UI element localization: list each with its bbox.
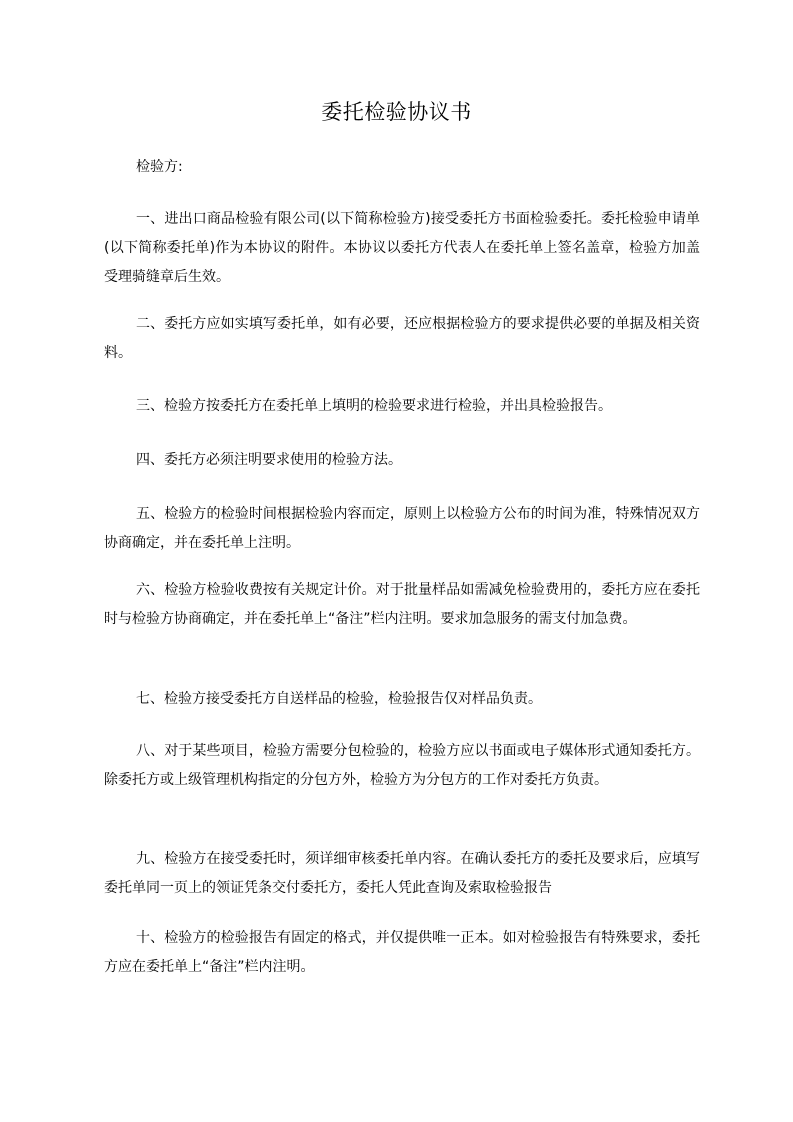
document-title: 委托检验协议书 xyxy=(321,100,472,124)
clause-9: 九、检验方在接受委托时，须详细审核委托单内容。在确认委托方的委托及要求后，应填写委托单同一页上的领证凭条交付委托方，委托人凭此查询及索取检验报告 xyxy=(104,851,700,896)
clause-2: 二、委托方应如实填写委托单，如有必要，还应根据检验方的要求提供必要的单据及相关资料。 xyxy=(104,316,700,361)
clause-5: 五、检验方的检验时间根据检验内容而定，原则上以检验方公布的时间为准，特殊情况双方协商确定，并在委托单上注明。 xyxy=(104,506,700,551)
clause-7: 七、检验方接受委托方自送样品的检验，检验报告仅对样品负责。 xyxy=(136,691,542,707)
clause-8: 八、对于某些项目，检验方需要分包检验的，检验方应以书面或电子媒体形式通知委托方。除委托方或上级管理机构指定的分包方外，检验方为分包方的工作对委托方负责。 xyxy=(104,743,700,788)
clause-3: 三、检验方按委托方在委托单上填明的检验要求进行检验，并出具检验报告。 xyxy=(136,398,612,414)
clause-4: 四、委托方必须注明要求使用的检验方法。 xyxy=(136,452,402,468)
clause-10: 十、检验方的检验报告有固定的格式，并仅提供唯一正本。如对检验报告有特殊要求，委托方应在委托单上“备注”栏内注明。 xyxy=(104,930,700,975)
clause-6: 六、检验方检验收费按有关规定计价。对于批量样品如需减免检验费用的，委托方应在委托时与检验方协商确定，并在委托单上“备注”栏内注明。要求加急服务的需支付加急费。 xyxy=(104,582,700,627)
clause-1: 一、进出口商品检验有限公司(以下简称检验方)接受委托方书面检验委托。委托检验申请单(以下简称委托单)作为本协议的附件。本协议以委托方代表人在委托单上签名盖章，检验方加盖受理骑缝章后生效。 xyxy=(104,211,700,285)
inspector-party-label: 检验方: xyxy=(136,159,183,175)
